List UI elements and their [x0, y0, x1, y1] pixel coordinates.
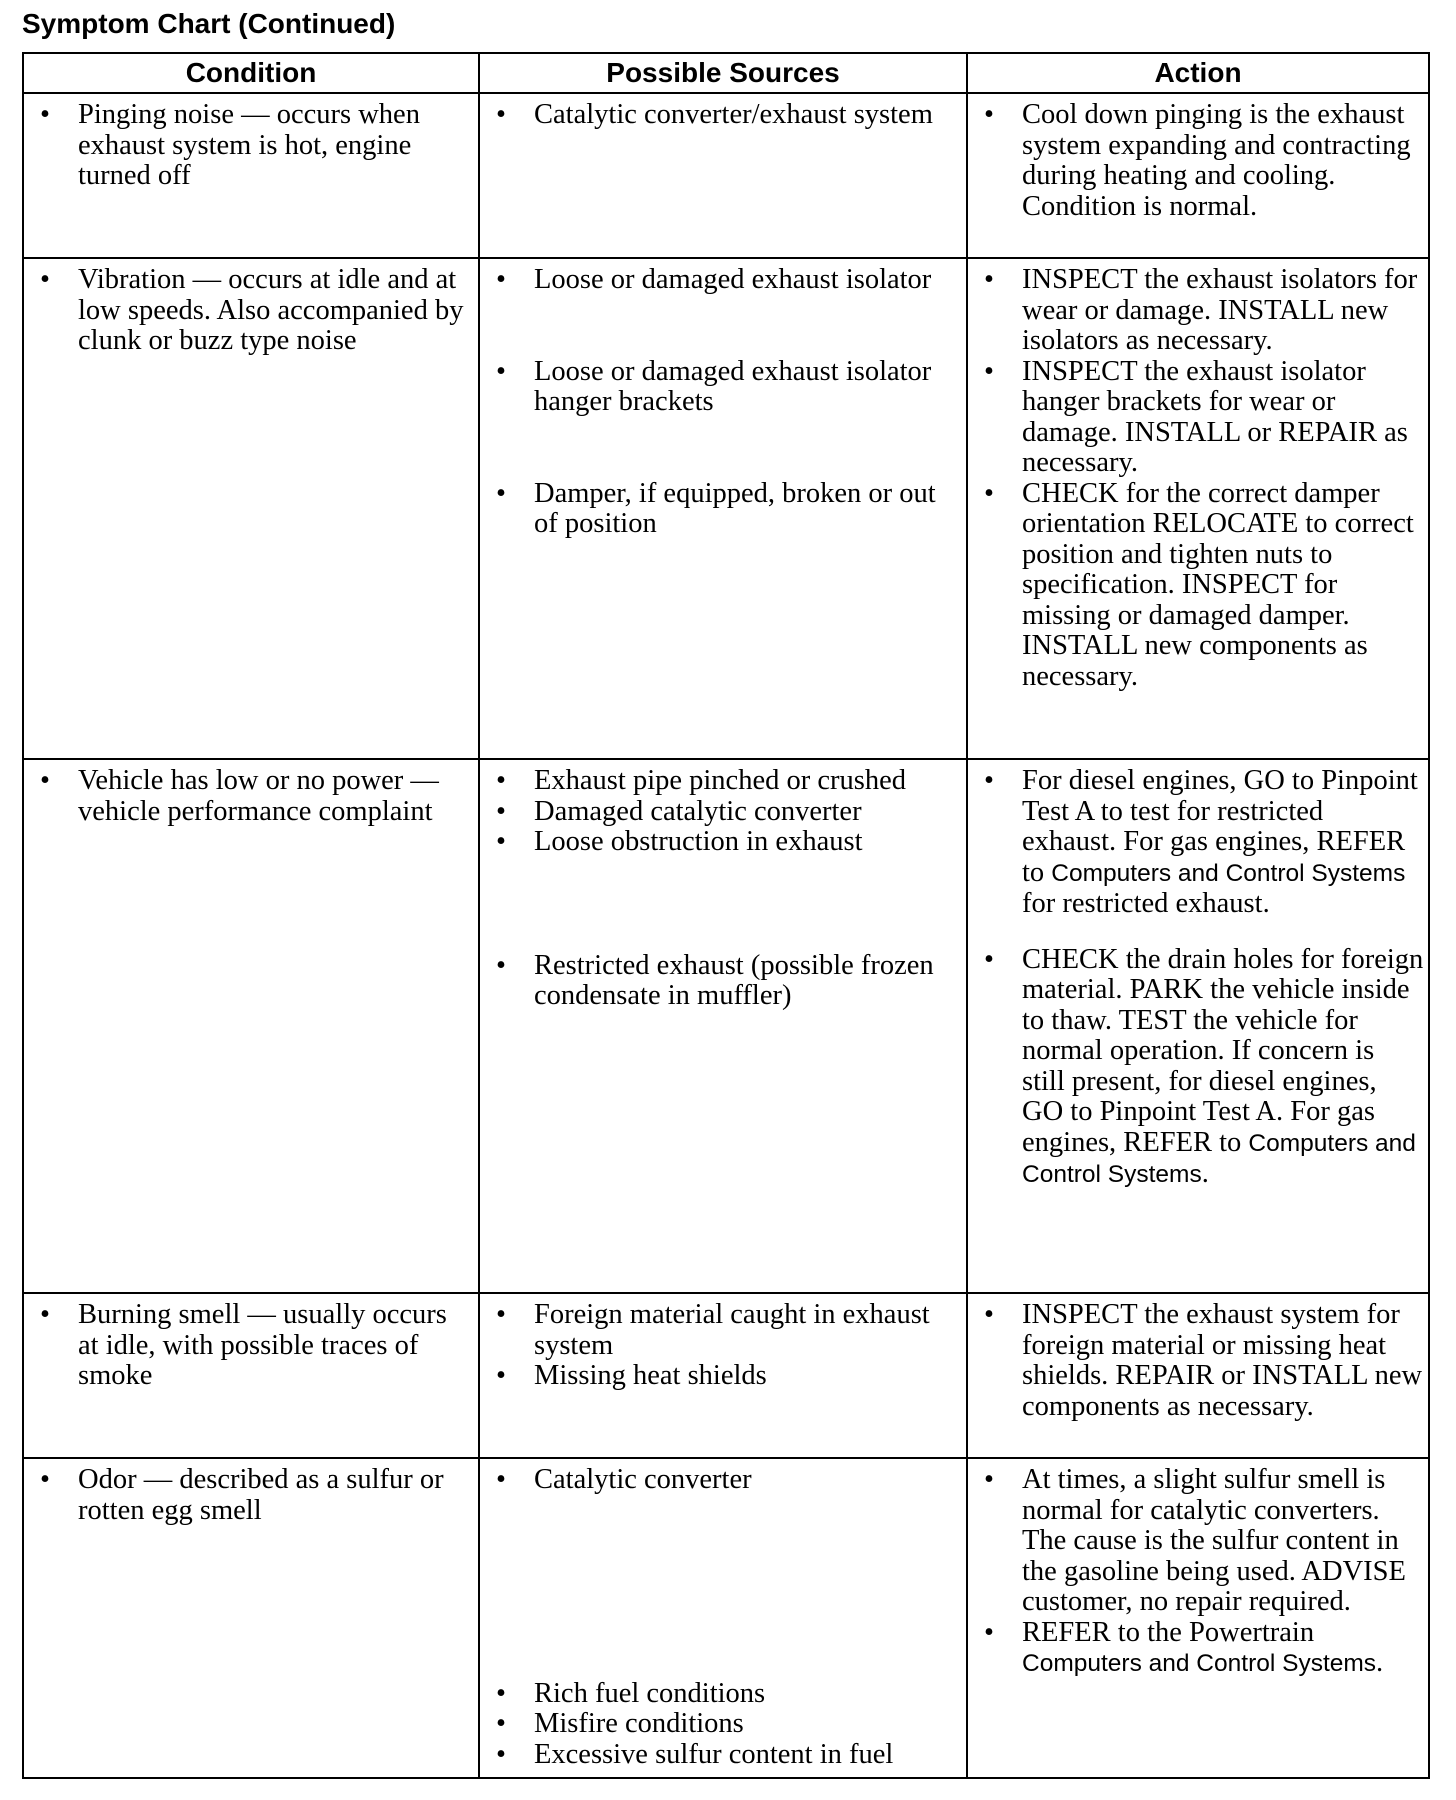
reference-link-computers-and-control-systems[interactable]: Computers and Control Systems [1022, 1650, 1377, 1677]
action-item: • CHECK for the correct damper orientation RELOCATE to correct position and tighten nuts to specification. INSPECT for missing or damaged damper. INSTALL new components as necessary. [976, 479, 1424, 693]
condition-text: • Vehicle has low or no power — vehicle performance complaint [32, 766, 474, 827]
condition-text: • Odor — described as a sulfur or rotten egg smell [32, 1465, 474, 1526]
symptom-table [22, 52, 1430, 1779]
condition-cell [23, 1458, 479, 1778]
source-item: • Exhaust pipe pinched or crushed [488, 766, 962, 797]
action-cell [967, 759, 1429, 1293]
condition-cell [23, 1293, 479, 1458]
sources-cell [479, 93, 967, 258]
column-header-action: Action [967, 53, 1429, 93]
action-text: . [1201, 1158, 1209, 1189]
action-cell [967, 1293, 1429, 1458]
sources-cell [479, 258, 967, 759]
source-item: • Loose obstruction in exhaust [488, 827, 962, 858]
condition-text: • Pinging noise — occurs when exhaust system is hot, engine turned off [32, 100, 474, 192]
action-text: . [1376, 1647, 1384, 1678]
source-item: • Misfire conditions [488, 1709, 962, 1740]
action-item: • INSPECT the exhaust system for foreign material or missing heat shields. REPAIR or INSTALL new components as necessary. [976, 1300, 1424, 1422]
source-item: • Catalytic converter [488, 1465, 962, 1496]
action-item: • Cool down pinging is the exhaust system expanding and contracting during heating and cooling. Condition is normal. [976, 100, 1424, 222]
source-item: • Loose or damaged exhaust isolator [488, 265, 962, 296]
action-cell [967, 93, 1429, 258]
condition-cell [23, 759, 479, 1293]
sources-cell [479, 1293, 967, 1458]
table-row [23, 258, 1429, 759]
action-cell [967, 1458, 1429, 1778]
action-item [976, 1618, 1424, 1680]
reference-link-computers-and-control-systems[interactable]: Computers and Control Systems [1022, 1129, 1416, 1188]
condition-text: • Burning smell — usually occurs at idle, with possible traces of smoke [32, 1300, 474, 1392]
table-row [23, 1458, 1429, 1778]
source-item: • Damaged catalytic converter [488, 797, 962, 828]
action-text: For diesel engines, GO to Pinpoint Test A to test for restricted exhaust. For gas engines, REFER to [1022, 765, 1418, 888]
source-item: • Excessive sulfur content in fuel [488, 1740, 962, 1771]
source-item: • Restricted exhaust (possible frozen condensate in muffler) [488, 951, 962, 1012]
action-item [976, 766, 1424, 920]
action-text: CHECK the drain holes for foreign material. PARK the vehicle inside to thaw. TEST the vehicle for normal operation. If concern is still present, for diesel engines, GO to Pinpoint Test A. For gas engines, REFER to [1022, 943, 1424, 1158]
column-header-condition: Condition [23, 53, 479, 93]
table-row [23, 93, 1429, 258]
source-item: • Foreign material caught in exhaust system [488, 1300, 962, 1361]
sources-cell [479, 1458, 967, 1778]
table-header-row [23, 53, 1429, 93]
table-row [23, 1293, 1429, 1458]
action-text: for restricted exhaust. [1022, 888, 1270, 919]
source-item: • Damper, if equipped, broken or out of position [488, 479, 962, 540]
condition-cell [23, 258, 479, 759]
action-text: REFER to the Powertrain [1022, 1616, 1315, 1648]
action-item: • INSPECT the exhaust isolators for wear or damage. INSTALL new isolators as necessary. [976, 265, 1424, 357]
source-item: • Rich fuel conditions [488, 1679, 962, 1710]
action-item: • INSPECT the exhaust isolator hanger brackets for wear or damage. INSTALL or REPAIR as necessary. [976, 357, 1424, 479]
action-item [976, 945, 1424, 1191]
action-item: • At times, a slight sulfur smell is normal for catalytic converters. The cause is the sulfur content in the gasoline being used. ADVISE customer, no repair required. [976, 1465, 1424, 1618]
condition-text: • Vibration — occurs at idle and at low speeds. Also accompanied by clunk or buzz type noise [32, 265, 474, 357]
action-cell [967, 258, 1429, 759]
condition-cell [23, 93, 479, 258]
table-row [23, 759, 1429, 1293]
source-item: • Loose or damaged exhaust isolator hanger brackets [488, 357, 962, 418]
sources-cell [479, 759, 967, 1293]
column-header-possible-sources: Possible Sources [479, 53, 967, 93]
reference-link-computers-and-control-systems[interactable]: Computers and Control Systems [1051, 859, 1406, 887]
page-title: Symptom Chart (Continued) [22, 8, 396, 39]
source-item: • Missing heat shields [488, 1361, 962, 1392]
source-item: • Catalytic converter/exhaust system [488, 100, 962, 131]
